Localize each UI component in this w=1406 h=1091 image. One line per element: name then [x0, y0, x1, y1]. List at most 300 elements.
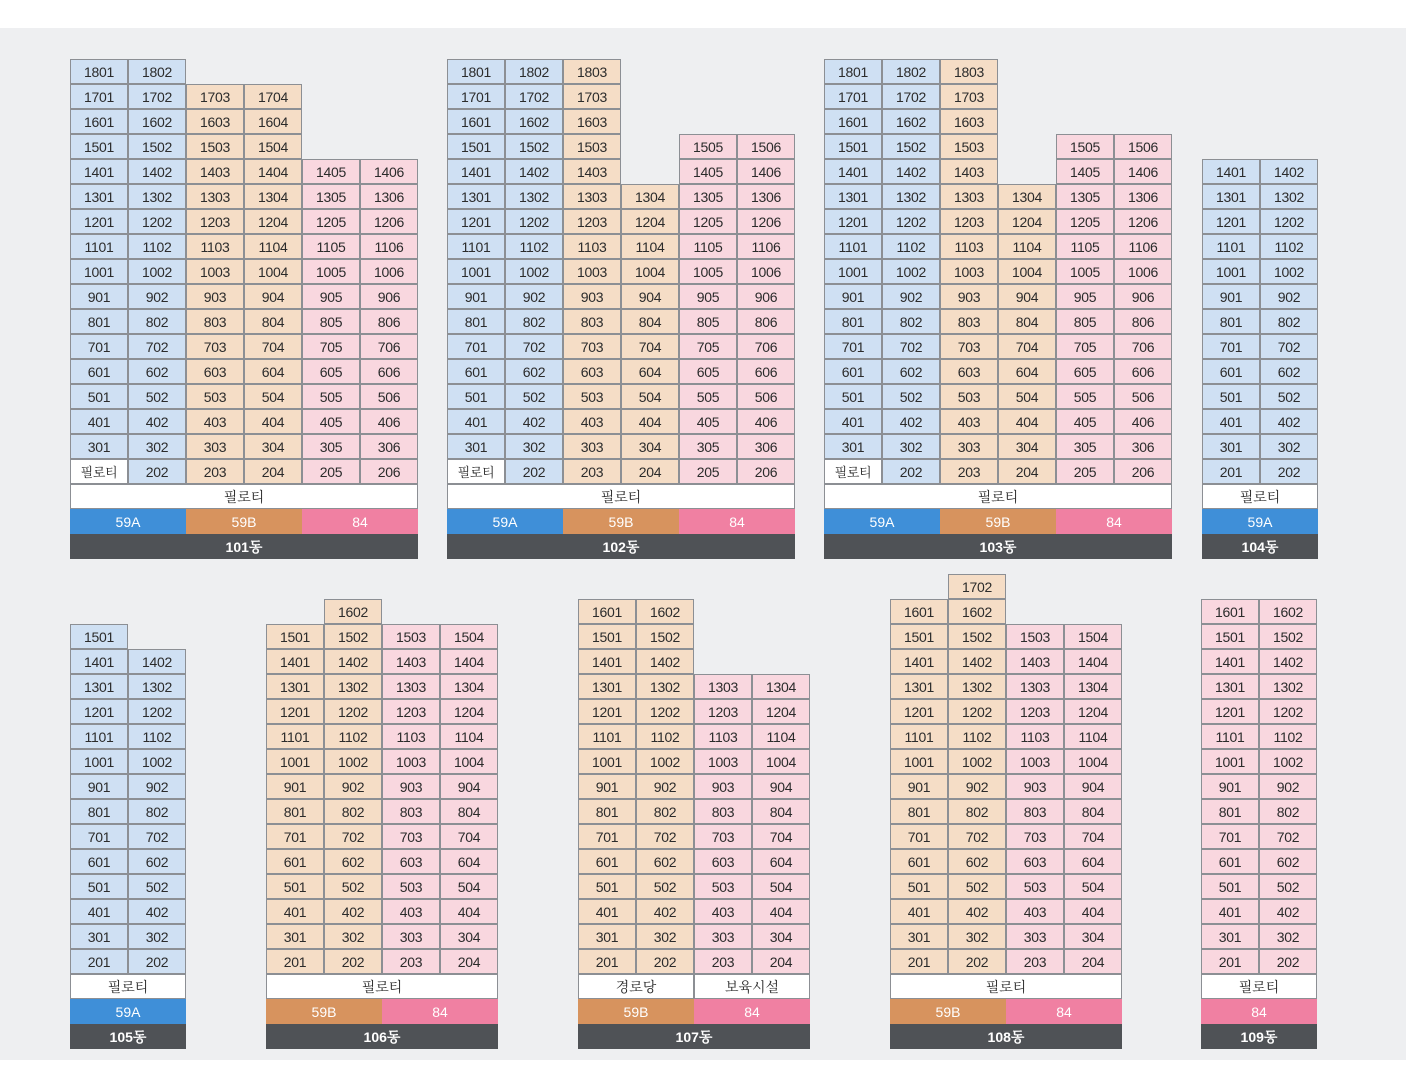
- unit-cell: 401: [1201, 899, 1259, 924]
- unit-cell: 601: [824, 359, 882, 384]
- unit-cell: 602: [128, 849, 186, 874]
- unit-cell: 1106: [737, 234, 795, 259]
- unit-cell: 302: [324, 924, 382, 949]
- unit-cell: 502: [636, 874, 694, 899]
- unit-cell: 205: [302, 459, 360, 484]
- unit-cell: 1104: [998, 234, 1056, 259]
- unit-cell: 1604: [244, 109, 302, 134]
- unit-cell: 604: [440, 849, 498, 874]
- piloti-cell: 필로티: [447, 459, 505, 484]
- unit-cell: 301: [447, 434, 505, 459]
- unit-cell: 203: [694, 949, 752, 974]
- unit-cell: 605: [679, 359, 737, 384]
- unit-cell: 803: [940, 309, 998, 334]
- unit-cell: 802: [505, 309, 563, 334]
- piloti-label: 필로티: [266, 974, 498, 999]
- piloti-label: 필로티: [1201, 974, 1317, 999]
- unit-cell: 1303: [186, 184, 244, 209]
- unit-cell: 205: [679, 459, 737, 484]
- unit-cell: 1403: [1006, 649, 1064, 674]
- unit-cell: 601: [70, 849, 128, 874]
- unit-cell: 301: [578, 924, 636, 949]
- unit-cell: 602: [128, 359, 186, 384]
- unit-cell: 405: [1056, 409, 1114, 434]
- unit-cell: 704: [752, 824, 810, 849]
- unit-cell: 1002: [128, 749, 186, 774]
- unit-cell: 1002: [505, 259, 563, 284]
- unit-cell: 504: [1064, 874, 1122, 899]
- unit-cell: 1405: [679, 159, 737, 184]
- unit-cell: 301: [266, 924, 324, 949]
- unit-cell: 502: [324, 874, 382, 899]
- unit-cell: 1501: [1201, 624, 1259, 649]
- unit-cell: 802: [948, 799, 1006, 824]
- unit-cell: 1001: [1202, 259, 1260, 284]
- unit-cell: 1105: [679, 234, 737, 259]
- unit-cell: 603: [382, 849, 440, 874]
- unit-cell: 1305: [302, 184, 360, 209]
- unit-cell: 603: [1006, 849, 1064, 874]
- unit-cell: 902: [948, 774, 1006, 799]
- unit-cell: 802: [128, 799, 186, 824]
- unit-cell: 601: [890, 849, 948, 874]
- unit-cell: 1301: [578, 674, 636, 699]
- unit-cell: 1401: [70, 649, 128, 674]
- unit-cell: 602: [505, 359, 563, 384]
- unit-cell: 1005: [1056, 259, 1114, 284]
- unit-cell: 1701: [824, 84, 882, 109]
- unit-cell: 403: [186, 409, 244, 434]
- unit-cell: 302: [1260, 434, 1318, 459]
- unit-cell: 603: [186, 359, 244, 384]
- unit-cell: 1205: [1056, 209, 1114, 234]
- unit-cell: 906: [1114, 284, 1172, 309]
- unit-cell: 1802: [882, 59, 940, 84]
- unit-cell: 1301: [447, 184, 505, 209]
- unit-cell: 302: [1259, 924, 1317, 949]
- building-name: 105동: [70, 1024, 186, 1049]
- unit-cell: 1102: [1259, 724, 1317, 749]
- type-label: 59B: [186, 509, 302, 534]
- unit-cell: 501: [70, 874, 128, 899]
- unit-cell: 804: [1064, 799, 1122, 824]
- unit-cell: 1504: [1064, 624, 1122, 649]
- piloti-label: 필로티: [70, 484, 418, 509]
- type-label: 59B: [266, 999, 382, 1024]
- unit-cell: 1104: [440, 724, 498, 749]
- unit-cell: 804: [998, 309, 1056, 334]
- unit-cell: 803: [1006, 799, 1064, 824]
- unit-cell: 1502: [948, 624, 1006, 649]
- unit-cell: 503: [694, 874, 752, 899]
- unit-cell: 401: [824, 409, 882, 434]
- unit-cell: 1206: [360, 209, 418, 234]
- unit-cell: 1105: [1056, 234, 1114, 259]
- unit-cell: 1005: [302, 259, 360, 284]
- type-label: 59B: [890, 999, 1006, 1024]
- unit-cell: 1206: [1114, 209, 1172, 234]
- unit-cell: 1302: [128, 184, 186, 209]
- unit-cell: 1102: [128, 234, 186, 259]
- unit-cell: 703: [382, 824, 440, 849]
- unit-cell: 1501: [70, 624, 128, 649]
- unit-cell: 204: [998, 459, 1056, 484]
- unit-cell: 801: [266, 799, 324, 824]
- unit-cell: 401: [578, 899, 636, 924]
- unit-cell: 1002: [636, 749, 694, 774]
- unit-cell: 1202: [128, 209, 186, 234]
- unit-cell: 703: [1006, 824, 1064, 849]
- unit-cell: 701: [266, 824, 324, 849]
- unit-cell: 405: [679, 409, 737, 434]
- unit-cell: 1004: [244, 259, 302, 284]
- unit-cell: 803: [563, 309, 621, 334]
- unit-cell: 302: [636, 924, 694, 949]
- unit-cell: 1401: [578, 649, 636, 674]
- unit-cell: 603: [694, 849, 752, 874]
- unit-cell: 402: [1259, 899, 1317, 924]
- unit-cell: 1106: [360, 234, 418, 259]
- unit-cell: 203: [382, 949, 440, 974]
- unit-cell: 1201: [447, 209, 505, 234]
- unit-cell: 1501: [70, 134, 128, 159]
- building-name: 107동: [578, 1024, 810, 1049]
- unit-cell: 1402: [636, 649, 694, 674]
- type-label: 59A: [824, 509, 940, 534]
- unit-cell: 1502: [505, 134, 563, 159]
- unit-cell: 1602: [505, 109, 563, 134]
- unit-cell: 203: [940, 459, 998, 484]
- unit-cell: 1102: [1260, 234, 1318, 259]
- unit-cell: 1703: [186, 84, 244, 109]
- unit-cell: 302: [882, 434, 940, 459]
- unit-cell: 206: [737, 459, 795, 484]
- unit-cell: 702: [128, 824, 186, 849]
- unit-cell: 1301: [890, 674, 948, 699]
- unit-cell: 1202: [1259, 699, 1317, 724]
- unit-cell: 1103: [940, 234, 998, 259]
- unit-cell: 901: [266, 774, 324, 799]
- unit-cell: 1306: [1114, 184, 1172, 209]
- unit-cell: 301: [70, 434, 128, 459]
- type-label: 59A: [447, 509, 563, 534]
- unit-cell: 902: [128, 774, 186, 799]
- unit-cell: 1602: [882, 109, 940, 134]
- unit-cell: 1004: [998, 259, 1056, 284]
- unit-cell: 1101: [824, 234, 882, 259]
- unit-cell: 605: [1056, 359, 1114, 384]
- unit-cell: 602: [1260, 359, 1318, 384]
- unit-cell: 1801: [447, 59, 505, 84]
- unit-cell: 502: [505, 384, 563, 409]
- type-label: 59B: [940, 509, 1056, 534]
- unit-cell: 1201: [70, 209, 128, 234]
- piloti-label: 필로티: [824, 484, 1172, 509]
- unit-cell: 706: [360, 334, 418, 359]
- unit-cell: 204: [752, 949, 810, 974]
- unit-cell: 704: [1064, 824, 1122, 849]
- unit-cell: 1703: [563, 84, 621, 109]
- unit-cell: 201: [890, 949, 948, 974]
- unit-cell: 1301: [824, 184, 882, 209]
- unit-cell: 1601: [447, 109, 505, 134]
- unit-cell: 1506: [737, 134, 795, 159]
- unit-cell: 503: [940, 384, 998, 409]
- unit-cell: 1001: [578, 749, 636, 774]
- unit-cell: 1304: [621, 184, 679, 209]
- unit-cell: 1601: [1201, 599, 1259, 624]
- unit-cell: 1202: [636, 699, 694, 724]
- unit-cell: 904: [621, 284, 679, 309]
- unit-cell: 905: [1056, 284, 1114, 309]
- unit-cell: 502: [128, 874, 186, 899]
- unit-cell: 401: [70, 899, 128, 924]
- unit-cell: 502: [128, 384, 186, 409]
- unit-cell: 1002: [128, 259, 186, 284]
- facility-label: 경로당: [578, 974, 694, 999]
- unit-cell: 1102: [128, 724, 186, 749]
- unit-cell: 305: [1056, 434, 1114, 459]
- unit-cell: 1502: [1259, 624, 1317, 649]
- unit-cell: 701: [890, 824, 948, 849]
- unit-cell: 1006: [737, 259, 795, 284]
- unit-cell: 1003: [694, 749, 752, 774]
- piloti-label: 필로티: [70, 974, 186, 999]
- unit-cell: 1003: [1006, 749, 1064, 774]
- piloti-label: 필로티: [1202, 484, 1318, 509]
- unit-cell: 1801: [824, 59, 882, 84]
- unit-cell: 705: [1056, 334, 1114, 359]
- unit-cell: 1102: [324, 724, 382, 749]
- unit-cell: 501: [890, 874, 948, 899]
- unit-cell: 903: [694, 774, 752, 799]
- unit-cell: 204: [1064, 949, 1122, 974]
- unit-cell: 1801: [70, 59, 128, 84]
- unit-cell: 1503: [1006, 624, 1064, 649]
- unit-cell: 1002: [324, 749, 382, 774]
- unit-cell: 1402: [1259, 649, 1317, 674]
- unit-cell: 701: [824, 334, 882, 359]
- unit-cell: 603: [563, 359, 621, 384]
- unit-cell: 906: [360, 284, 418, 309]
- unit-cell: 1403: [563, 159, 621, 184]
- unit-cell: 1303: [563, 184, 621, 209]
- unit-cell: 1401: [266, 649, 324, 674]
- unit-cell: 701: [578, 824, 636, 849]
- unit-cell: 201: [70, 949, 128, 974]
- unit-cell: 406: [1114, 409, 1172, 434]
- unit-cell: 303: [694, 924, 752, 949]
- unit-cell: 1301: [1202, 184, 1260, 209]
- unit-cell: 1106: [1114, 234, 1172, 259]
- unit-cell: 1502: [324, 624, 382, 649]
- unit-cell: 1401: [1202, 159, 1260, 184]
- unit-cell: 806: [360, 309, 418, 334]
- unit-cell: 1601: [70, 109, 128, 134]
- unit-cell: 302: [128, 924, 186, 949]
- unit-cell: 1103: [1006, 724, 1064, 749]
- unit-cell: 801: [890, 799, 948, 824]
- building-name: 108동: [890, 1024, 1122, 1049]
- unit-cell: 503: [563, 384, 621, 409]
- unit-cell: 304: [1064, 924, 1122, 949]
- unit-cell: 1504: [440, 624, 498, 649]
- unit-cell: 502: [948, 874, 1006, 899]
- unit-cell: 1203: [186, 209, 244, 234]
- unit-cell: 602: [1259, 849, 1317, 874]
- unit-cell: 401: [1202, 409, 1260, 434]
- unit-cell: 1006: [360, 259, 418, 284]
- unit-cell: 702: [324, 824, 382, 849]
- unit-cell: 402: [128, 409, 186, 434]
- unit-cell: 703: [563, 334, 621, 359]
- unit-cell: 1001: [447, 259, 505, 284]
- unit-cell: 1205: [302, 209, 360, 234]
- unit-cell: 1501: [824, 134, 882, 159]
- unit-cell: 305: [302, 434, 360, 459]
- unit-cell: 402: [636, 899, 694, 924]
- unit-cell: 803: [186, 309, 244, 334]
- unit-cell: 404: [244, 409, 302, 434]
- unit-cell: 1702: [882, 84, 940, 109]
- unit-cell: 1501: [447, 134, 505, 159]
- unit-cell: 202: [948, 949, 1006, 974]
- unit-cell: 902: [1259, 774, 1317, 799]
- unit-cell: 504: [621, 384, 679, 409]
- unit-cell: 1101: [70, 234, 128, 259]
- unit-cell: 1003: [382, 749, 440, 774]
- unit-cell: 1101: [266, 724, 324, 749]
- unit-cell: 1404: [1064, 649, 1122, 674]
- unit-cell: 1203: [1006, 699, 1064, 724]
- unit-cell: 301: [1201, 924, 1259, 949]
- unit-cell: 1301: [1201, 674, 1259, 699]
- unit-cell: 403: [563, 409, 621, 434]
- unit-cell: 1803: [940, 59, 998, 84]
- unit-cell: 1203: [694, 699, 752, 724]
- type-label: 84: [679, 509, 795, 534]
- unit-cell: 601: [578, 849, 636, 874]
- unit-cell: 904: [998, 284, 1056, 309]
- unit-cell: 904: [440, 774, 498, 799]
- unit-cell: 1305: [679, 184, 737, 209]
- unit-cell: 204: [244, 459, 302, 484]
- unit-cell: 304: [752, 924, 810, 949]
- unit-cell: 1101: [70, 724, 128, 749]
- unit-cell: 401: [70, 409, 128, 434]
- unit-cell: 405: [302, 409, 360, 434]
- unit-cell: 1503: [382, 624, 440, 649]
- unit-cell: 702: [948, 824, 1006, 849]
- unit-cell: 704: [440, 824, 498, 849]
- unit-cell: 606: [737, 359, 795, 384]
- unit-cell: 704: [998, 334, 1056, 359]
- unit-cell: 502: [882, 384, 940, 409]
- unit-cell: 1302: [948, 674, 1006, 699]
- unit-cell: 802: [1259, 799, 1317, 824]
- unit-cell: 504: [440, 874, 498, 899]
- unit-cell: 1102: [505, 234, 563, 259]
- unit-cell: 201: [1202, 459, 1260, 484]
- unit-cell: 303: [186, 434, 244, 459]
- unit-cell: 1304: [440, 674, 498, 699]
- unit-cell: 506: [1114, 384, 1172, 409]
- unit-cell: 404: [621, 409, 679, 434]
- unit-cell: 301: [70, 924, 128, 949]
- unit-cell: 1401: [447, 159, 505, 184]
- unit-cell: 1003: [186, 259, 244, 284]
- unit-cell: 206: [1114, 459, 1172, 484]
- unit-cell: 202: [505, 459, 563, 484]
- unit-cell: 1306: [737, 184, 795, 209]
- unit-cell: 1201: [824, 209, 882, 234]
- unit-cell: 905: [302, 284, 360, 309]
- unit-cell: 902: [636, 774, 694, 799]
- unit-cell: 506: [737, 384, 795, 409]
- unit-cell: 1402: [128, 649, 186, 674]
- unit-cell: 805: [679, 309, 737, 334]
- unit-cell: 604: [752, 849, 810, 874]
- unit-cell: 1201: [1202, 209, 1260, 234]
- unit-cell: 1502: [882, 134, 940, 159]
- unit-cell: 902: [1260, 284, 1318, 309]
- unit-cell: 1201: [70, 699, 128, 724]
- unit-cell: 1101: [1201, 724, 1259, 749]
- unit-cell: 1602: [128, 109, 186, 134]
- unit-cell: 1803: [563, 59, 621, 84]
- unit-cell: 401: [266, 899, 324, 924]
- unit-cell: 301: [890, 924, 948, 949]
- unit-cell: 201: [578, 949, 636, 974]
- unit-cell: 403: [694, 899, 752, 924]
- unit-cell: 601: [1201, 849, 1259, 874]
- unit-cell: 1102: [948, 724, 1006, 749]
- unit-cell: 1602: [1259, 599, 1317, 624]
- unit-cell: 306: [737, 434, 795, 459]
- unit-cell: 504: [998, 384, 1056, 409]
- unit-cell: 1303: [382, 674, 440, 699]
- unit-cell: 901: [1201, 774, 1259, 799]
- unit-cell: 303: [563, 434, 621, 459]
- unit-cell: 403: [1006, 899, 1064, 924]
- unit-cell: 905: [679, 284, 737, 309]
- building-name: 109동: [1201, 1024, 1317, 1049]
- unit-cell: 1701: [447, 84, 505, 109]
- unit-cell: 706: [737, 334, 795, 359]
- unit-cell: 1004: [621, 259, 679, 284]
- unit-cell: 1003: [940, 259, 998, 284]
- unit-cell: 1302: [1260, 184, 1318, 209]
- unit-cell: 601: [266, 849, 324, 874]
- unit-cell: 401: [447, 409, 505, 434]
- unit-cell: 403: [940, 409, 998, 434]
- unit-cell: 805: [302, 309, 360, 334]
- unit-cell: 804: [621, 309, 679, 334]
- unit-cell: 1402: [128, 159, 186, 184]
- unit-cell: 505: [302, 384, 360, 409]
- unit-cell: 1304: [1064, 674, 1122, 699]
- unit-cell: 402: [882, 409, 940, 434]
- unit-cell: 606: [360, 359, 418, 384]
- unit-cell: 203: [563, 459, 621, 484]
- unit-cell: 1406: [1114, 159, 1172, 184]
- unit-cell: 1105: [302, 234, 360, 259]
- unit-cell: 1103: [382, 724, 440, 749]
- unit-cell: 604: [621, 359, 679, 384]
- unit-cell: 1204: [621, 209, 679, 234]
- unit-cell: 1402: [324, 649, 382, 674]
- unit-cell: 504: [244, 384, 302, 409]
